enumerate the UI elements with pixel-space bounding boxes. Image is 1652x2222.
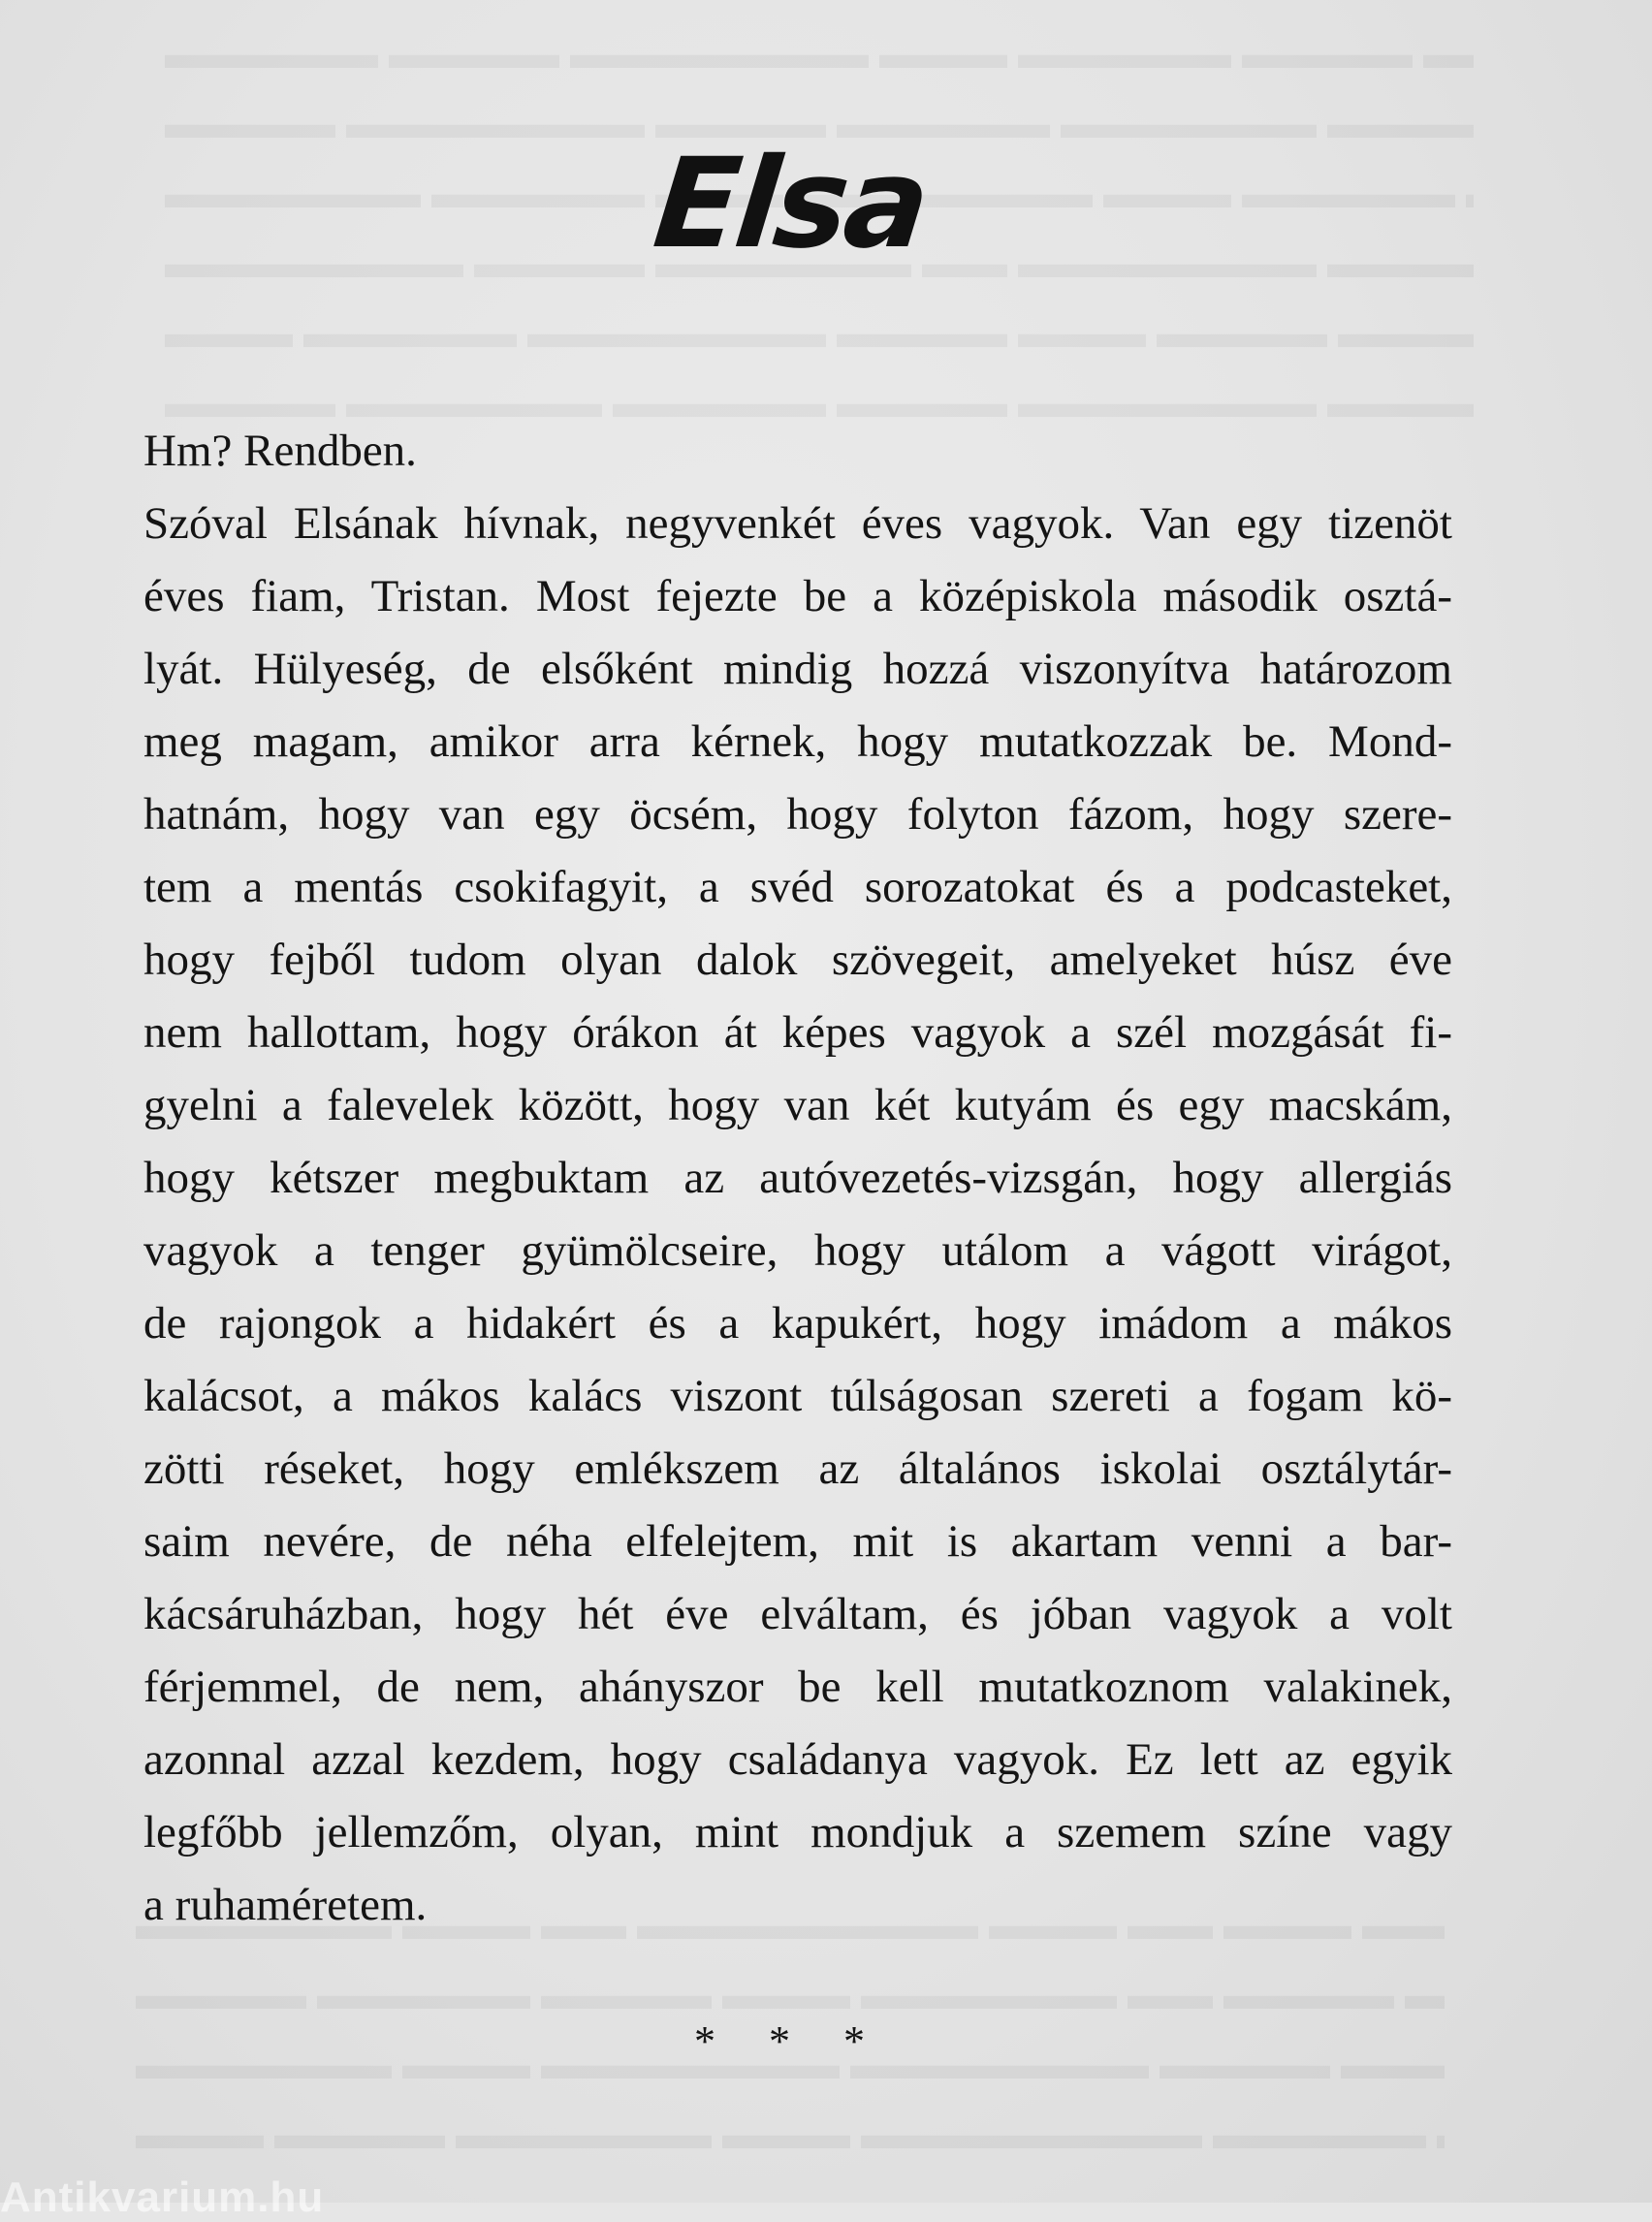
paragraph-1 [143, 415, 1452, 488]
paragraph-2 [143, 488, 1452, 1942]
text-line: legfőbb jellemzőm, olyan, mint mondjuk a szemem színe vagy [143, 1807, 1452, 1857]
text-line: kácsáruházban, hogy hét éve elváltam, és jóban vagyok a volt [143, 1589, 1452, 1639]
text-line: azonnal azzal kezdem, hogy családanya vagyok. Ez lett az egyik [143, 1734, 1452, 1785]
text-line: saim nevére, de néha elfelejtem, mit is akartam venni a bar- [143, 1516, 1452, 1567]
text-line: hogy kétszer megbuktam az autóvezetés-vizsgán, hogy allergiás [143, 1153, 1452, 1203]
text-line: férjemmel, de nem, ahányszor be kell mutatkoznom valakinek, [143, 1662, 1452, 1712]
text-line: kalácsot, a mákos kalács viszont túlságosan szereti a fogam kö- [143, 1371, 1452, 1421]
text-line: nem hallottam, hogy órákon át képes vagyok a szél mozgását fi- [143, 1007, 1452, 1058]
watermark: Antikvarium.hu [0, 2174, 325, 2221]
text-line: zötti réseket, hogy emlékszem az általános iskolai osztálytár- [143, 1444, 1452, 1494]
text-line: tem a mentás csokifagyit, a svéd sorozatokat és a podcasteket, [143, 862, 1452, 912]
chapter-title: Elsa [648, 131, 933, 276]
text-line: hogy fejből tudom olyan dalok szövegeit, amelyeket húsz éve [143, 935, 1452, 985]
text-line: lyát. Hülyeség, de elsőként mindig hozzá viszonyítva határozom [143, 644, 1452, 694]
text-line: a ruhaméretem. [143, 1880, 428, 1930]
text-line: Szóval Elsának hívnak, negyvenkét éves vagyok. Van egy tizenöt [143, 498, 1452, 549]
text-line: Hm? Rendben. [143, 426, 417, 476]
text-line: meg magam, amikor arra kérnek, hogy mutatkozzak be. Mond- [143, 716, 1452, 767]
text-line: de rajongok a hidakért és a kapukért, hogy imádom a mákos [143, 1298, 1452, 1349]
text-line: hatnám, hogy van egy öcsém, hogy folyton fázom, hogy szere- [143, 789, 1452, 840]
text-line: vagyok a tenger gyümölcseire, hogy utálom a vágott virágot, [143, 1225, 1452, 1276]
section-break: * * * [694, 2017, 886, 2065]
text-line: éves fiam, Tristan. Most fejezte be a középiskola második osztá- [143, 571, 1452, 621]
body-text [143, 415, 1452, 1942]
text-line: gyelni a falevelek között, hogy van két kutyám és egy macskám, [143, 1080, 1452, 1130]
